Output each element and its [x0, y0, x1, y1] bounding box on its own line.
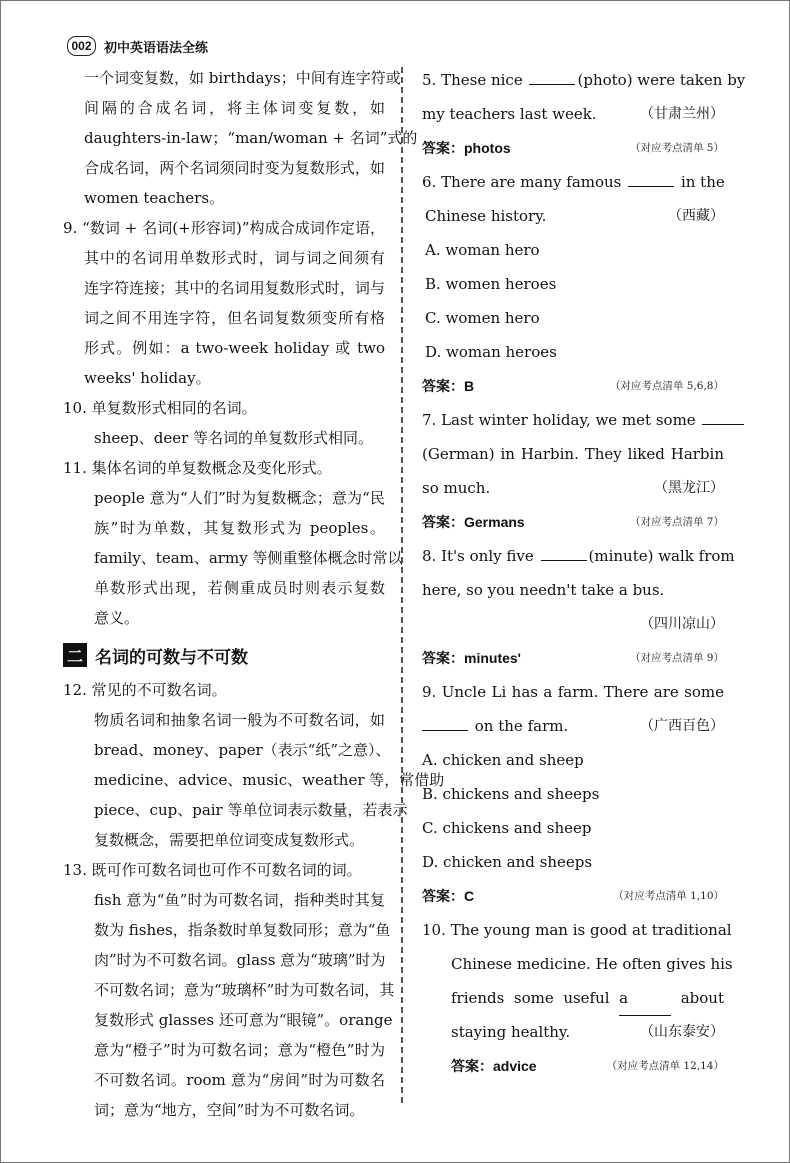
option-a: A. woman hero: [425, 241, 540, 259]
answer-text: 答案：Germans: [422, 514, 525, 530]
section-heading: [63, 637, 385, 673]
answer-text: 答案：minutes': [422, 650, 522, 666]
question-line: so much. （黑龙江）: [422, 471, 724, 505]
question-line: friends some useful a about: [422, 981, 724, 1015]
text-line: 10. 单复数形式相同的名词。: [63, 399, 257, 417]
page-header: [67, 33, 208, 59]
question-9: [422, 675, 724, 913]
question-5: [422, 63, 746, 165]
book-title: 初中英语语法全练: [104, 40, 209, 56]
answer-blank: [702, 406, 744, 425]
text-line: sheep、deer 等名词的单复数形式相同。: [94, 429, 374, 447]
answer-row: [422, 879, 724, 913]
question-line: my teachers last week. （甘肃兰州）: [422, 97, 724, 131]
answer-text: 答案：C: [422, 888, 475, 904]
question-line: 8. It's only five (minute) walk from: [422, 539, 724, 573]
reference-note: （对应考点清单 9）: [629, 652, 724, 664]
reference-note: （对应考点清单 12,14）: [606, 1060, 724, 1072]
option-b: B. women heroes: [425, 275, 557, 293]
text-line: daughters-in-law；“man/woman + 名词”式的: [84, 129, 418, 147]
text-line: 单数形式出现，若侧重成员时则表示复数: [94, 579, 385, 597]
question-source: （广西百色）: [640, 718, 724, 734]
text-line: 一个词变复数，如 birthdays；中间有连字符或: [84, 69, 401, 87]
question-source: （黑龙江）: [654, 480, 724, 496]
column-divider: [401, 67, 403, 1103]
answer-text: 答案：B: [422, 378, 475, 394]
reference-note: （对应考点清单 5,6,8）: [609, 380, 724, 392]
option-a: A. chicken and sheep: [422, 751, 584, 769]
text-line: 间隔的合成名词，将主体词变复数，如: [84, 99, 385, 117]
grammar-notes-part-2: [63, 675, 445, 1125]
option-c: C. women hero: [425, 309, 540, 327]
question-line: 6. There are many famous in the: [422, 165, 724, 199]
question-line: 10. The young man is good at traditional: [422, 921, 732, 939]
text-line: 意为“橙子”时为可数名词；意为“橙色”时为: [94, 1041, 385, 1059]
answer-blank: [541, 542, 587, 561]
text-line: 意义。: [94, 609, 140, 627]
text-line: 词之间不用连字符，但名词复数须变所有格: [84, 309, 385, 327]
question-6: [422, 165, 724, 403]
answer-text: 答案：advice: [451, 1058, 537, 1074]
question-8: [422, 539, 735, 675]
option-b: B. chickens and sheeps: [422, 785, 600, 803]
reference-note: （对应考点清单 7）: [629, 516, 724, 528]
question-line: Chinese history. （西藏）: [422, 199, 724, 233]
text-line: 连字符连接；其中的名词用复数形式时，词与: [84, 279, 385, 297]
text-line: 12. 常见的不可数名词。: [63, 681, 227, 699]
text-line: women teachers。: [84, 189, 225, 207]
text-line: 其中的名词用单数形式时，词与词之间须有: [84, 249, 385, 267]
reference-note: （对应考点清单 5）: [629, 142, 724, 154]
question-line: on the farm. （广西百色）: [422, 709, 724, 743]
answer-row: [422, 369, 724, 403]
answer-blank: a: [619, 981, 671, 1016]
text-line: 9. “数词 + 名词(+形容词)”构成合成词作定语，: [63, 219, 385, 237]
text-line: 复数形式 glasses 还可意为“眼镜”。orange: [94, 1011, 393, 1029]
question-10: [422, 913, 733, 1083]
text-line: 族”时为单数，其复数形式为 peoples。: [94, 519, 385, 537]
question-7: [422, 403, 724, 539]
question-line: [422, 607, 724, 641]
answer-blank: [529, 66, 575, 85]
question-line: 7. Last winter holiday, we met some: [422, 403, 724, 437]
text-line: bread、money、paper（表示“纸”之意）、: [94, 741, 391, 759]
text-line: 复数概念，需要把单位词变成复数形式。: [94, 831, 365, 849]
option-c: C. chickens and sheep: [422, 819, 592, 837]
text-line: fish 意为“鱼”时为可数名词，指种类时其复: [94, 891, 385, 909]
question-line: staying healthy. （山东泰安）: [422, 1015, 724, 1049]
answer-row: [422, 641, 724, 675]
text-line: 肉”时为不可数名词。glass 意为“玻璃”时为: [94, 951, 386, 969]
answer-row: [422, 505, 724, 539]
text-line: 不可数名词；意为“玻璃杯”时为可数名词，其: [94, 981, 395, 999]
answer-blank: [628, 168, 674, 187]
text-line: 合成名词，两个名词须同时变为复数形式，如: [84, 159, 385, 177]
text-line: 数为 fishes，指条数时单复数同形；意为“鱼: [94, 921, 391, 939]
text-line: 不可数名词。room 意为“房间”时为可数名: [94, 1071, 385, 1089]
text-line: medicine、advice、music、weather 等，常借助: [94, 771, 445, 789]
question-line: 9. Uncle Li has a farm. There are some: [422, 683, 724, 701]
question-source: （甘肃兰州）: [640, 106, 724, 122]
question-line: Chinese medicine. He often gives his: [451, 955, 733, 973]
text-line: weeks' holiday。: [84, 369, 211, 387]
text-line: 13. 既可作可数名词也可作不可数名词的词。: [63, 861, 362, 879]
text-line: piece、cup、pair 等单位词表示数量，若表示: [94, 801, 408, 819]
answer-blank: [422, 712, 468, 731]
reference-note: （对应考点清单 1,10）: [613, 890, 724, 902]
question-source: （四川凉山）: [640, 616, 724, 632]
question-source: （西藏）: [668, 208, 724, 224]
question-line: here, so you needn't take a bus.: [422, 581, 665, 599]
answer-text: 答案：photos: [422, 140, 511, 156]
text-line: 词；意为“地方，空间”时为不可数名词。: [94, 1101, 365, 1119]
option-d: D. woman heroes: [425, 343, 557, 361]
grammar-notes-part-1: [63, 63, 418, 633]
section-title: 名词的可数与不可数: [95, 647, 248, 668]
question-line: (German) in Harbin. They liked Harbin: [422, 445, 724, 463]
question-source: （山东泰安）: [640, 1024, 724, 1040]
page-number: 002: [67, 36, 96, 56]
text-line: people 意为“人们”时为复数概念；意为“民: [94, 489, 385, 507]
answer-row: [422, 1049, 724, 1083]
text-line: family、team、army 等侧重整体概念时常以: [94, 549, 403, 567]
text-line: 形式。例如：a two-week holiday 或 two: [84, 339, 385, 357]
answer-row: [422, 131, 724, 165]
section-number: 二: [63, 643, 87, 667]
text-line: 11. 集体名词的单复数概念及变化形式。: [63, 459, 332, 477]
exercise-column: [422, 63, 746, 1083]
option-d: D. chicken and sheeps: [422, 853, 593, 871]
question-line: 5. These nice (photo) were taken by: [422, 63, 724, 97]
text-line: 物质名词和抽象名词一般为不可数名词，如: [94, 711, 385, 729]
left-column: [63, 63, 445, 1125]
